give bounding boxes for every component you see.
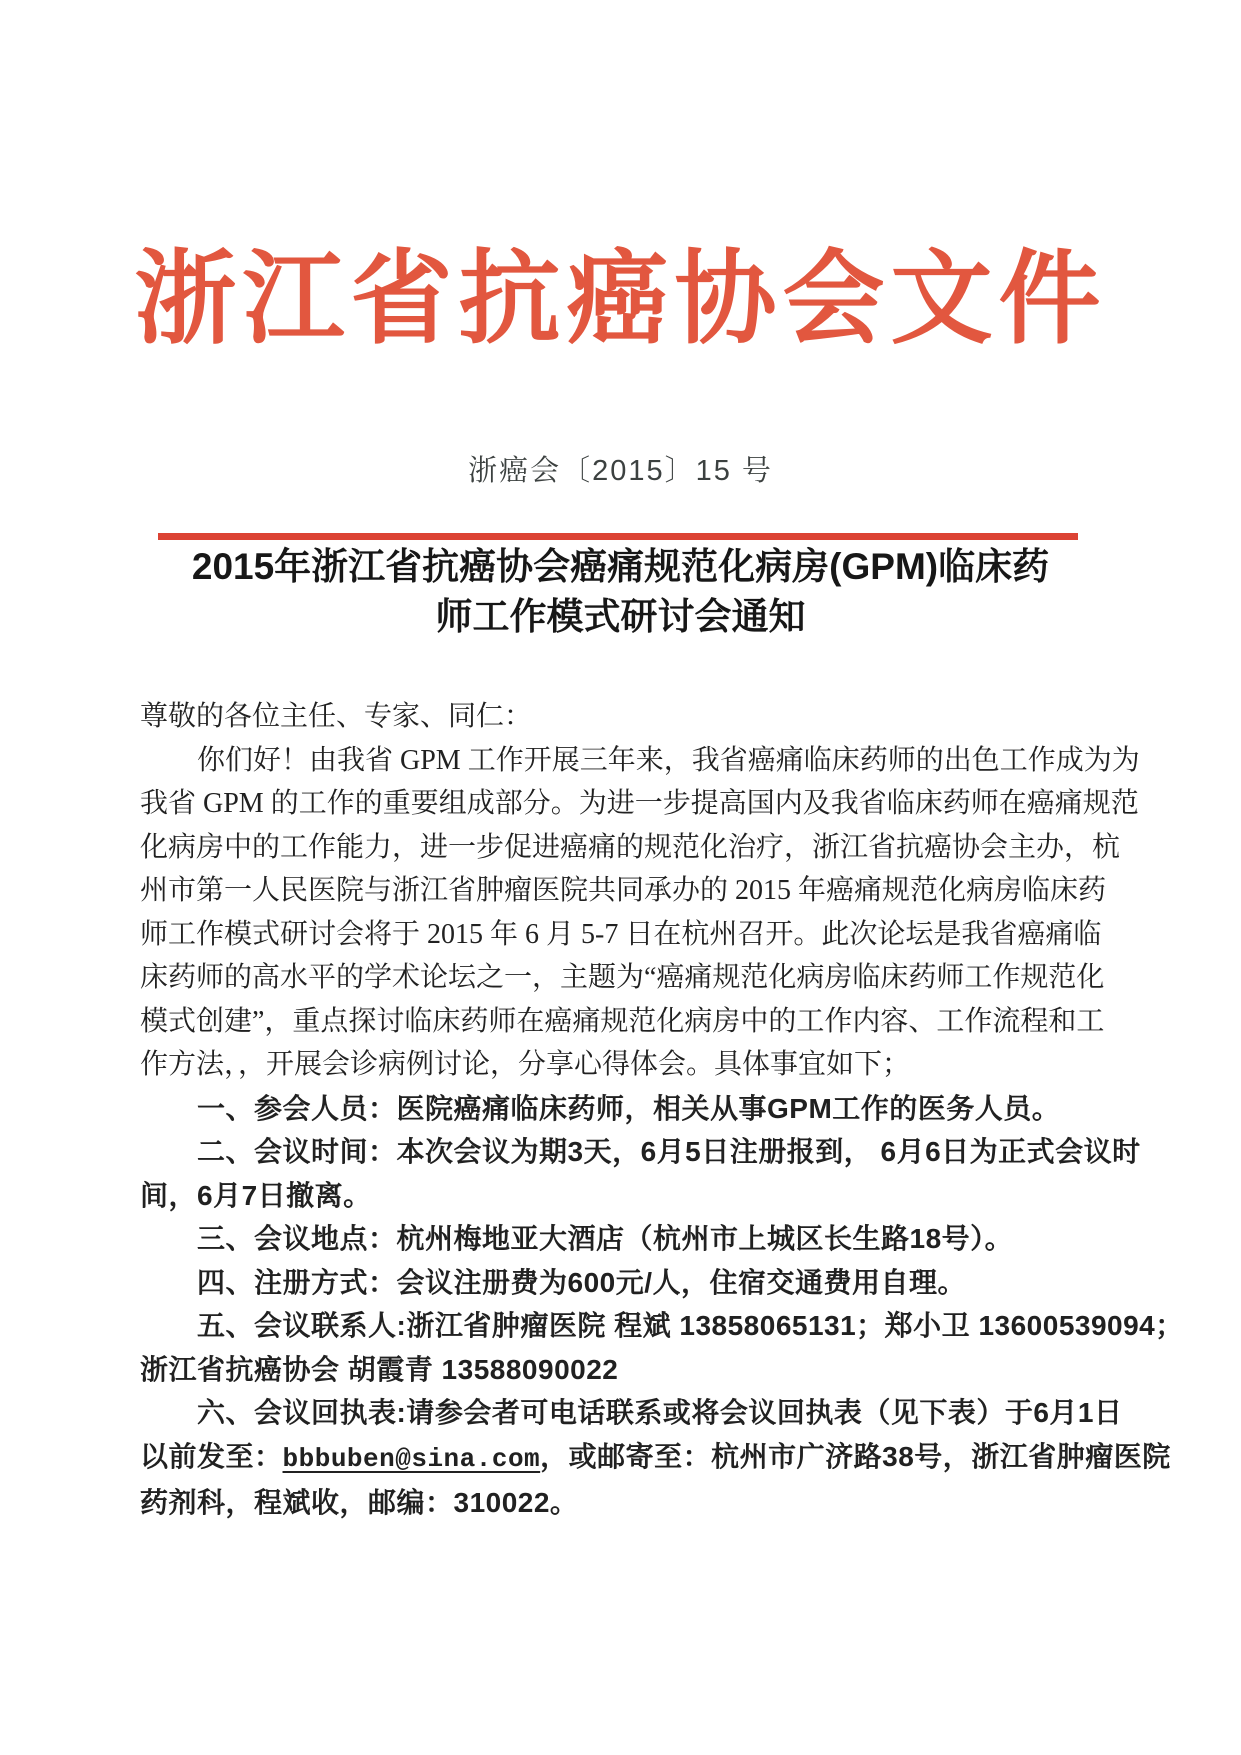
email-address: bbbuben@sina.com xyxy=(282,1443,541,1474)
notice-body xyxy=(140,695,1184,1525)
body-line-item-6-end: 药剂科，程斌收，邮编：310022。 xyxy=(140,1487,579,1518)
notice-title-line2: 师工作模式研讨会通知 xyxy=(435,596,806,637)
email-line-post: ，或邮寄至：杭州市广济路38号，浙江省肿瘤医院 xyxy=(540,1440,1171,1472)
doc-number: 浙癌会〔2015〕15 号 xyxy=(468,455,773,487)
banner-title: 浙江省抗癌协会文件 xyxy=(134,244,1107,357)
body-line: 我省 GPM 的工作的重要组成部分。为进一步提高国内及我省临床药师在癌痛规范 xyxy=(140,788,1139,819)
body-line-item-5-cont: 浙江省抗癌协会 胡霞青 13588090022 xyxy=(140,1353,619,1385)
body-line: 师工作模式研讨会将于 2015 年 6 月 5-7 日在杭州召开。此次论坛是我省癌痛临 xyxy=(140,918,1102,950)
body-line: 床药师的高水平的学术论坛之一，主题为“癌痛规范化病房临床药师工作规范化 xyxy=(140,962,1105,993)
notice-title xyxy=(0,542,1241,642)
body-line: 化病房中的工作能力，进一步促进癌痛的规范化治疗，浙江省抗癌协会主办，杭 xyxy=(140,831,1121,863)
body-line: 模式创建”，重点探讨临床药师在癌痛规范化病房中的工作内容、工作流程和工 xyxy=(140,1005,1105,1037)
body-line: 你们好！由我省 GPM 工作开展三年来，我省癌痛临床药师的出色工作成为为 xyxy=(197,744,1140,776)
body-line-item-6-cont xyxy=(140,1435,1171,1482)
red-divider-rule xyxy=(158,533,1078,540)
body-line: 作方法，，开展会诊病例讨论，分享心得体会。具体事宜如下； xyxy=(140,1049,911,1080)
body-line-item-6: 六、会议回执表:请参会者可电话联系或将会议回执表（见下表）于6月1日 xyxy=(197,1397,1123,1428)
body-line-item-5: 五、会议联系人:浙江省肿瘤医院 程斌 13858065131；郑小卫 13600539094； xyxy=(197,1310,1184,1341)
body-line-item-4: 四、注册方式：会议注册费为600元/人，住宿交通费用自理。 xyxy=(197,1266,966,1298)
body-line-item-2: 二、会议时间：本次会议为期3天，6月5日注册报到， 6月6日为正式会议时 xyxy=(197,1136,1141,1167)
body-line: 州市第一人民医院与浙江省肿瘤医院共同承办的 2015 年癌痛规范化病房临床药 xyxy=(140,875,1107,906)
body-line-item-3: 三、会议地点：杭州梅地亚大酒店（杭州市上城区长生路18号）。 xyxy=(197,1223,1014,1254)
body-line-item-1: 一、参会人员：医院癌痛临床药师，相关从事GPM工作的医务人员。 xyxy=(197,1092,1061,1124)
body-line-item-2-cont: 间，6月7日撤离。 xyxy=(140,1179,372,1211)
body-line-greeting: 尊敬的各位主任、专家、同仁： xyxy=(140,701,533,732)
notice-title-line1: 2015年浙江省抗癌协会癌痛规范化病房(GPM)临床药 xyxy=(191,546,1050,587)
email-line-pre: 以前发至： xyxy=(140,1440,283,1472)
